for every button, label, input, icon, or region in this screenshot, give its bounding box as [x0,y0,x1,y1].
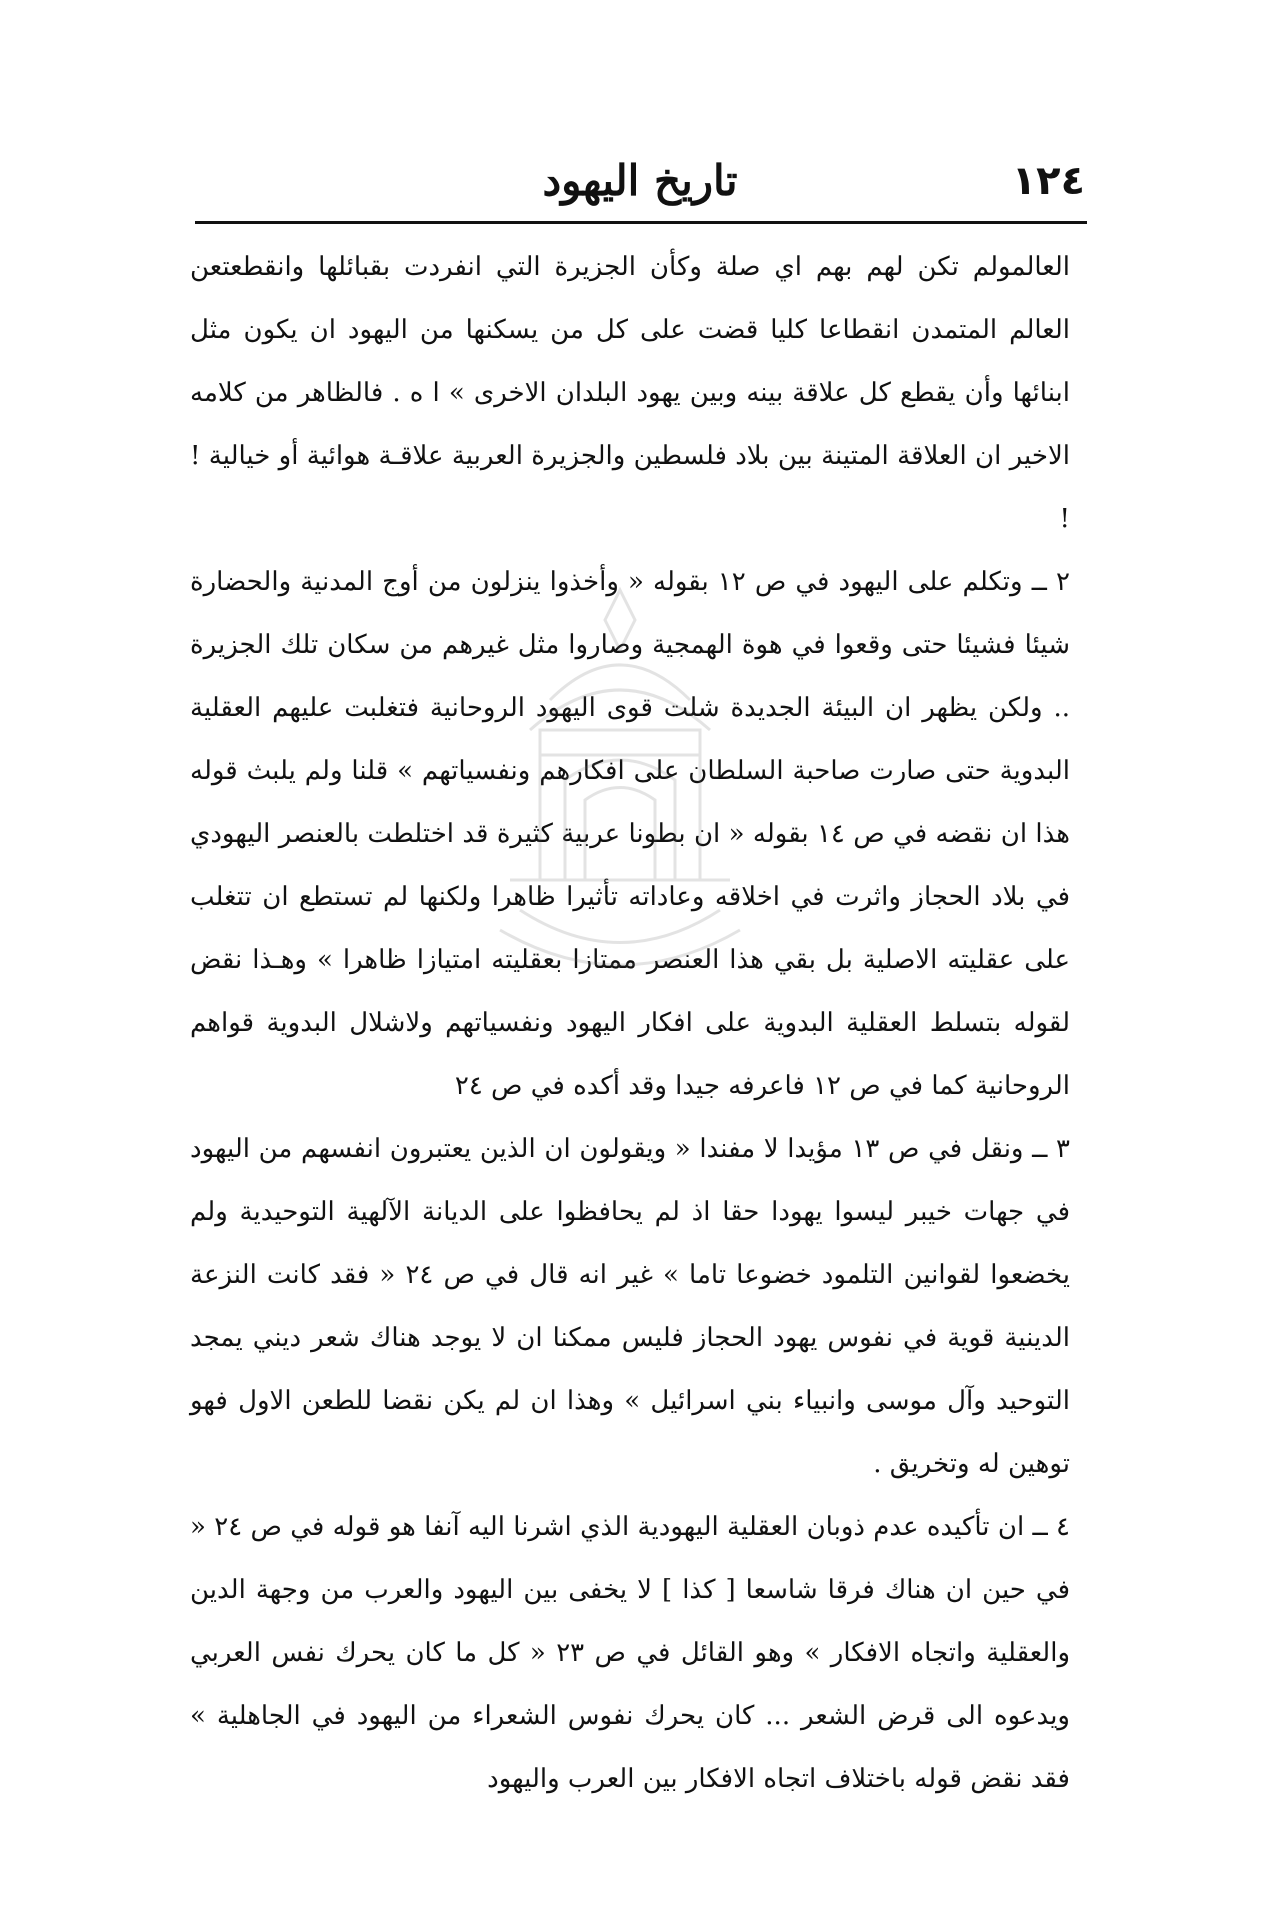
header-rule [195,221,1087,224]
paragraph-point-3: ٣ ــ ونقل في ص ١٣ مؤيدا لا مفندا « ويقولون ان الذين يعتبرون انفسهم من اليهود في جهات خيبر ليسوا يهودا حقا اذ لم يحافظوا على الديانة الآلهية التوحيدية ولم يخضعوا لقوانين التلمود خضوعا تاما » غير انه قال في ص ٢٤ « فقد كانت النزعة الدينية قوية في نفوس يهود الحجاز فليس ممكنا ان لا يوجد هناك شعر ديني يمجد التوحيد وآل موسى وانبياء بني اسرائيل » وهذا ان لم يكن نقضا للطعن الاول فهو توهين له وتخريق . [190,1134,1070,1479]
page-header [195,150,1085,212]
paragraph-point-4: ٤ ــ ان تأكيده عدم ذوبان العقلية اليهودية الذي اشرنا اليه آنفا هو قوله في ص ٢٤ « في حين ان هناك فرقا شاسعا [ كذا ] لا يخفى بين اليهود والعرب من وجهة الدين والعقلية واتجاه الافكار » وهو القائل في ص ٢٣ « كل ما كان يحرك نفس العربي ويدعوه الى قرض الشعر ... كان يحرك نفوس الشعراء من اليهود في الجاهلية » فقد نقض قوله باختلاف اتجاه الافكار بين العرب واليهود [190,1512,1071,1794]
paragraph-continuation: العالمولم تكن لهم بهم اي صلة وكأن الجزيرة التي انفردت بقبائلها وانقطعتعن العالم المتمدن انقطاعا كليا قضت على كل من يسكنها من اليهود ان يكون مثل ابنائها وأن يقطع كل علاقة بينه وبين يهود البلدان الاخرى » ا ه . فالظاهر من كلامه الاخير ان العلاقة المتينة بين بلاد فلسطين والجزيرة العربية علاقـة هوائية أو خيالية ! ! [190,252,1070,534]
page-number: ١٢٤ [1011,158,1085,204]
running-title: تاريخ اليهود [542,156,738,205]
paragraph-point-2: ٢ ــ وتكلم على اليهود في ص ١٢ بقوله « وأخذوا ينزلون من أوج المدنية والحضارة شيئا فشيئا حتى وقعوا في هوة الهمجية وصاروا مثل غيرهم من سكان تلك الجزيرة .. ولكن يظهر ان البيئة الجديدة شلت قوى اليهود الروحانية فتغلبت عليهم العقلية البدوية حتى صارت صاحبة السلطان على افكارهم ونفسياتهم » قلنا ولم يلبث قوله هذا ان نقضه في ص ١٤ بقوله « ان بطونا عربية كثيرة قد اختلطت بالعنصر اليهودي في بلاد الحجاز واثرت في اخلاقه وعاداته تأثيرا ظاهرا ولكنها لم تستطع ان تتغلب على عقليته الاصلية بل بقي هذا العنصر ممتازا بعقليته امتيازا ظاهرا » وهـذا نقض لقوله بتسلط العقلية البدوية على افكار اليهود ونفسياتهم ولاشلال البدوية قواهم الروحانية كما في ص ١٢ فاعرفه جيدا وقد أكده في ص ٢٤ [190,567,1070,1101]
body-text [190,236,1070,1811]
